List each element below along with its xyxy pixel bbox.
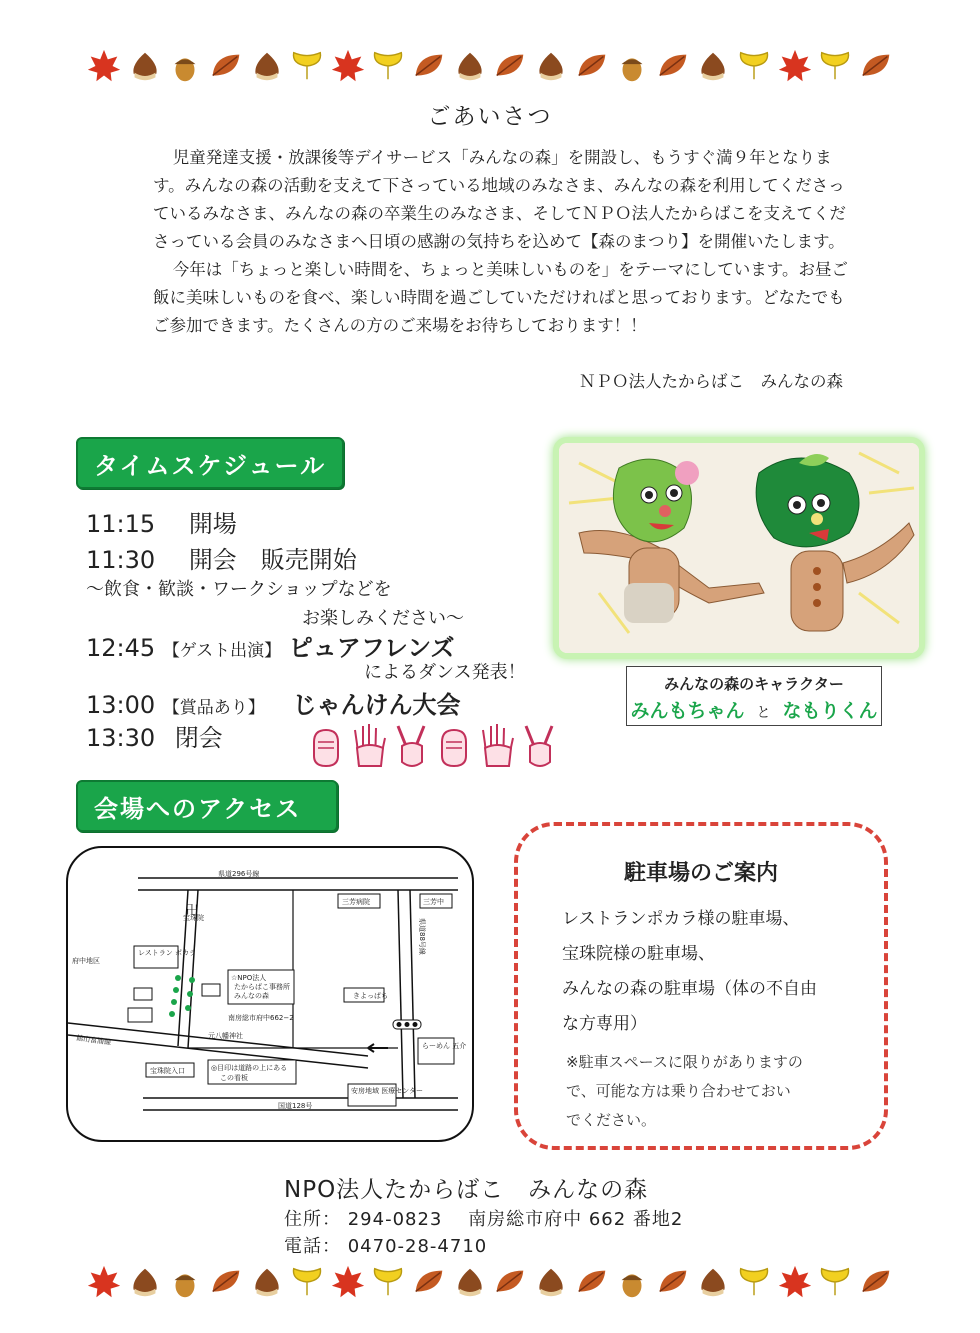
parking-note-1: ※駐車スペースに限りがありますの [566, 1053, 803, 1071]
map-label-restaurant: レストラン ポカラ [138, 949, 197, 957]
leaf-brown-icon [573, 1263, 611, 1305]
map-label-npo-2: たからばこ事務所 [234, 983, 290, 991]
hand-scissors-icon [520, 722, 560, 770]
ginkgo-icon [735, 47, 773, 89]
map-label-area: 府中地区 [72, 957, 100, 965]
leaf-brown-icon [654, 47, 692, 89]
parking-line-4: な方専用） [562, 1014, 647, 1034]
ginkgo-icon [288, 1263, 326, 1305]
schedule-tag: 【ゲスト出演】 [162, 641, 282, 661]
character-and: と [756, 705, 771, 721]
map-label-shrine: 元八幡神社 [208, 1032, 243, 1040]
character-names [627, 696, 881, 723]
chestnut-icon [694, 47, 732, 89]
leaf-brown-icon [207, 1263, 245, 1305]
map-label-sign-1: ◎目印は道路の上にある [211, 1064, 288, 1072]
hand-paper-icon [349, 722, 389, 770]
parking-heading: 駐車場のご案内 [623, 861, 778, 886]
character-name-1: みんもちゃん [630, 700, 745, 722]
leaf-brown-icon [857, 47, 895, 89]
leaf-brown-icon [410, 1263, 448, 1305]
chestnut-icon [532, 1263, 570, 1305]
schedule-row-opening [86, 540, 357, 575]
schedule-note-3: によるダンス発表！ [364, 662, 526, 683]
greeting-paragraph-2: 今年は「ちょっと楽しい時間を、ちょっと美味しいものを」をテーマにしています。お昼ご飯に美味しいものを食べ、楽しい時間を過ごしていただければと思っております。どなたでもご参加できます。たくさんの方のご来場をお待ちしております！！ [153, 260, 848, 335]
ginkgo-icon [816, 1263, 854, 1305]
autumn-leaf-border-bottom [85, 1262, 895, 1306]
map-label-road-top: 県道296号線 [218, 870, 260, 878]
map-label-entrance: 宝珠院入口 [150, 1067, 185, 1075]
map-label-sanpo-mid: 三芳中 [423, 898, 444, 906]
character-caption-title: みんなの森のキャラクター [664, 675, 844, 693]
ginkgo-icon [369, 1263, 407, 1305]
maple-red-icon [85, 1263, 123, 1305]
hand-rock-icon [306, 722, 346, 770]
schedule-time: 11:30 [86, 546, 156, 574]
footer-org: NPO法人たからばこ みんなの森 [284, 1177, 649, 1203]
map-label-road-right: 県道88号線 [418, 918, 426, 955]
parking-info-box [514, 822, 888, 1150]
maple-red-icon [329, 47, 367, 89]
map-label-road-bottom: 国道128号 [278, 1102, 313, 1110]
greeting-signature: ＮＰＯ法人たからばこ みんなの森 [579, 372, 843, 391]
schedule-text: 開場 [188, 510, 237, 538]
chestnut-icon [126, 47, 164, 89]
schedule-time: 13:00 [86, 691, 156, 719]
schedule-row-open [86, 504, 237, 539]
leaf-brown-icon [207, 47, 245, 89]
acorn-icon [166, 47, 204, 89]
footer-address: 住所： 294-0823 南房総市府中 662 番地2 [284, 1209, 684, 1230]
janken-hands-illustration [306, 722, 560, 772]
temple-symbol-icon: 卍 [186, 903, 199, 917]
hand-paper-icon [477, 722, 517, 770]
leaf-brown-icon [410, 47, 448, 89]
maple-red-icon [329, 1263, 367, 1305]
map-label-kiyoppachi: きよっぱち [353, 992, 388, 1000]
map-label-ramen: らーめん 五介 [422, 1042, 467, 1050]
schedule-row-janken [86, 685, 460, 720]
access-map [66, 846, 474, 1142]
chestnut-icon [694, 1263, 732, 1305]
parking-note-2: で、可能な方は乗り合わせておい [566, 1082, 791, 1100]
schedule-time: 12:45 [86, 634, 156, 662]
schedule-time: 11:15 [86, 510, 156, 538]
schedule-heading: タイムスケジュール [76, 437, 344, 489]
schedule-text: じゃんけん大会 [292, 691, 461, 719]
schedule-time: 13:30 [86, 724, 156, 752]
schedule-row-close [86, 718, 223, 753]
map-label-center: 安房地域 医療センター [351, 1087, 423, 1095]
map-label-line: 館山富浦線 [75, 1034, 112, 1047]
maple-red-icon [776, 1263, 814, 1305]
character-name-2: なもりくん [782, 700, 878, 722]
schedule-note-1: 〜飲食・歓談・ワークショップなどを [86, 579, 392, 600]
acorn-icon [613, 1263, 651, 1305]
access-heading: 会場へのアクセス [76, 780, 338, 832]
ginkgo-icon [369, 47, 407, 89]
chestnut-icon [248, 1263, 286, 1305]
chestnut-icon [532, 47, 570, 89]
maple-red-icon [85, 47, 123, 89]
greeting-paragraph-1: 児童発達支援・放課後等デイサービス「みんなの森」を開設し、もうすぐ満９年となります。みんなの森の活動を支えて下さっている地域のみなさま、みんなの森を利用してくださっているみなさま、みんなの森の卒業生のみなさま、そしてＮＰＯ法人たからばこを支えてくださっている会員のみなさまへ日頃の感謝の気持ちを込めて【森のまつり】を開催いたします。 [153, 148, 846, 251]
parking-line-3: みんなの森の駐車場（体の不自由 [562, 979, 817, 999]
maple-red-icon [776, 47, 814, 89]
chestnut-icon [248, 47, 286, 89]
parking-line-2: 宝珠院様の駐車場、 [562, 944, 715, 964]
map-label-address: 南房総市府中662−2 [228, 1014, 294, 1022]
leaf-brown-icon [654, 1263, 692, 1305]
autumn-leaf-border-top [85, 46, 895, 90]
leaf-brown-icon [857, 1263, 895, 1305]
acorn-icon [613, 47, 651, 89]
schedule-text: 開会 販売開始 [188, 546, 357, 574]
schedule-text: 閉会 [174, 724, 223, 752]
schedule-note-2: お楽しみください〜 [302, 608, 464, 629]
leaf-brown-icon [491, 1263, 529, 1305]
hand-rock-icon [434, 722, 474, 770]
map-label-npo-1: ☆NPO法人 [231, 974, 267, 982]
parking-list [562, 902, 862, 1042]
schedule-tag: 【賞品あり】 [162, 698, 265, 718]
map-label-npo-3: みんなの森 [234, 992, 269, 1000]
leaf-brown-icon [491, 47, 529, 89]
footer-phone: 電話： 0470-28-4710 [284, 1236, 488, 1257]
character-photo [553, 437, 925, 659]
chestnut-icon [126, 1263, 164, 1305]
chestnut-icon [451, 47, 489, 89]
footer-contact [284, 1177, 683, 1260]
schedule-text: ピュアフレンズ [288, 634, 455, 662]
map-label-sign-2: この看板 [220, 1074, 248, 1082]
hand-scissors-icon [392, 722, 432, 770]
ginkgo-icon [816, 47, 854, 89]
ginkgo-icon [288, 47, 326, 89]
acorn-icon [166, 1263, 204, 1305]
map-label-sanpo-hospital: 三芳病院 [342, 898, 370, 906]
map-label-temple: 宝珠院 [183, 914, 204, 922]
chestnut-icon [451, 1263, 489, 1305]
leaf-brown-icon [573, 47, 611, 89]
page-title: ごあいさつ [427, 104, 553, 130]
greeting-text [153, 144, 853, 391]
character-caption [626, 666, 882, 726]
ginkgo-icon [735, 1263, 773, 1305]
access-map-drawing [68, 848, 472, 1140]
parking-line-1: レストランポカラ様の駐車場、 [562, 909, 800, 929]
parking-note-3: でください。 [566, 1111, 657, 1129]
parking-note [566, 1048, 856, 1135]
